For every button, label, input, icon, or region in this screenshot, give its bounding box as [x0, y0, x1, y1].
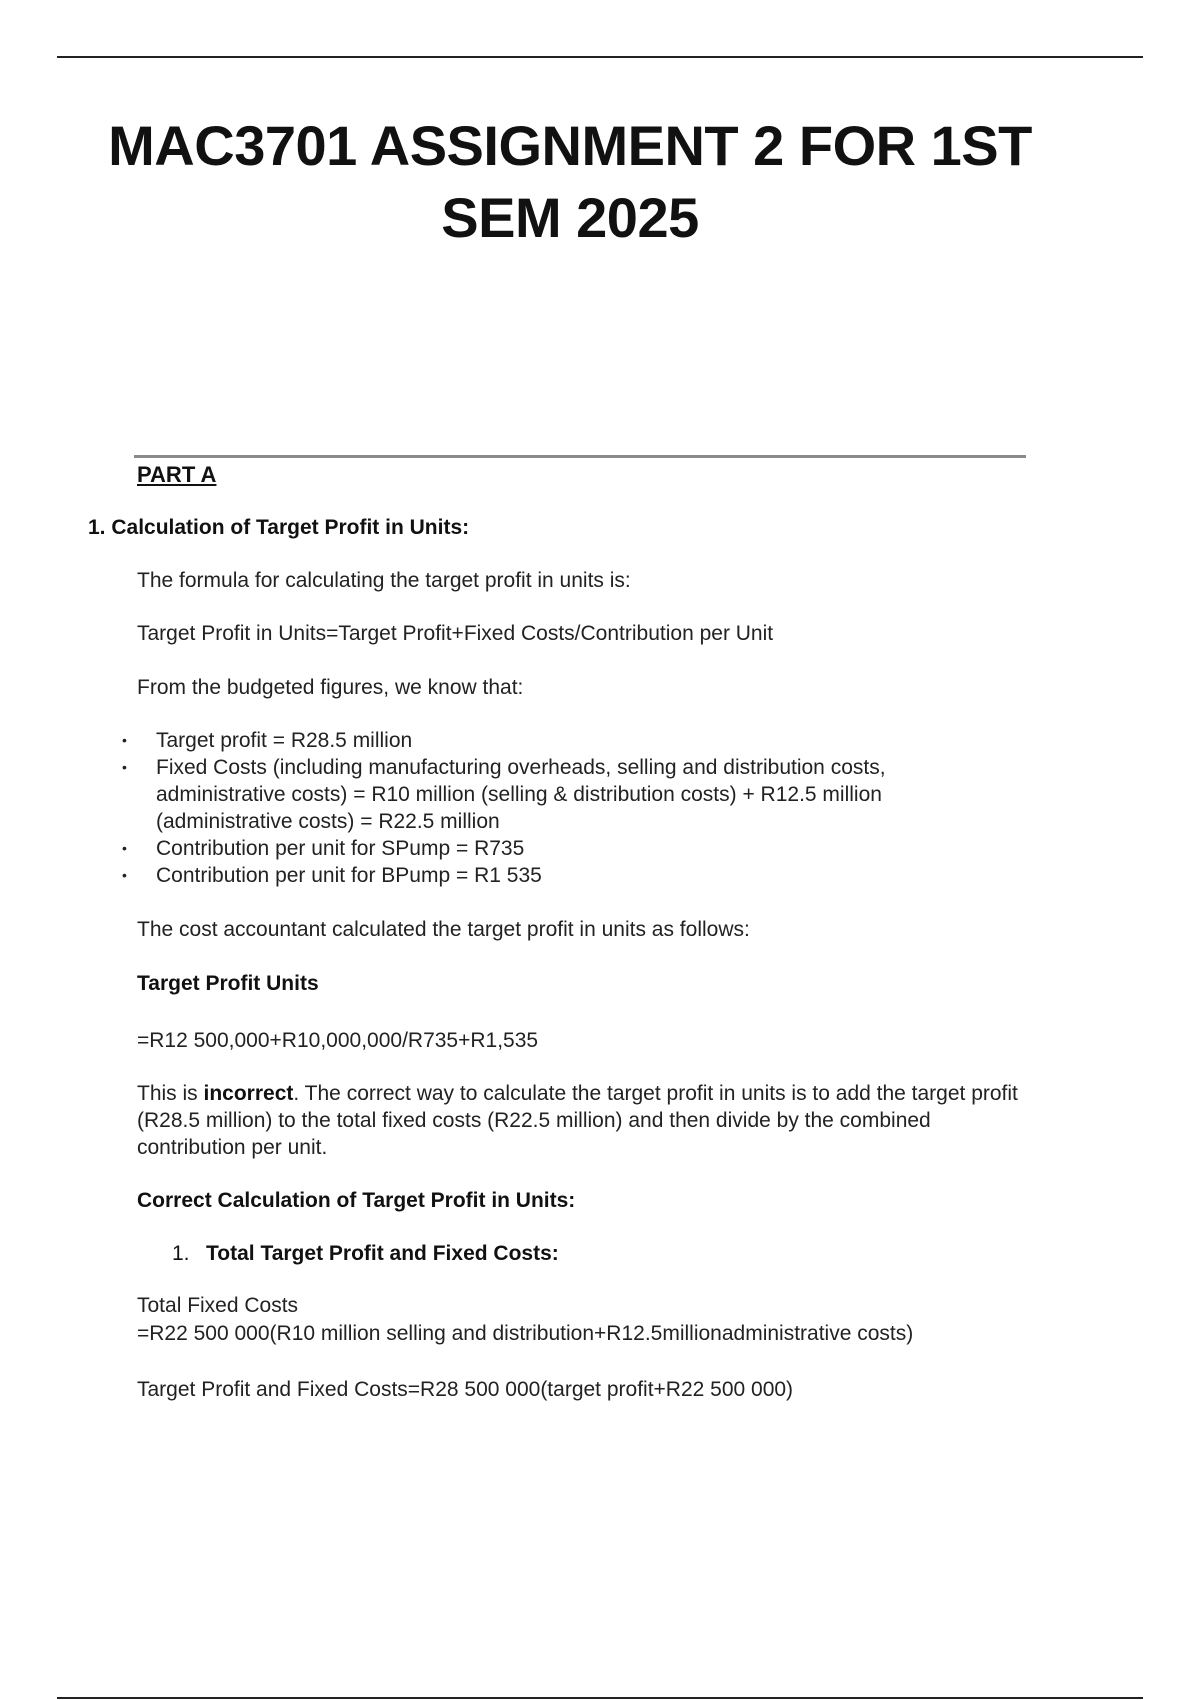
question-heading: 1. Calculation of Target Profit in Units:	[88, 516, 470, 539]
total-fixed-costs-label: Total Fixed Costs	[137, 1294, 299, 1317]
list-item	[120, 754, 980, 835]
list-item-text: Contribution per unit for BPump = R1 535	[156, 864, 542, 887]
incorrect-paragraph-lead: This is	[137, 1082, 204, 1105]
list-item-text: Target profit = R28.5 million	[156, 729, 413, 752]
incorrect-paragraph	[137, 1080, 1037, 1161]
top-divider	[57, 56, 1143, 58]
numbered-item-number: 1.	[172, 1242, 190, 1265]
bottom-divider	[57, 1697, 1143, 1699]
list-item	[120, 862, 980, 889]
formula-text: Target Profit in Units=Target Profit+Fixed Costs/Contribution per Unit	[137, 622, 774, 645]
bullet-icon: •	[122, 867, 127, 883]
incorrect-emphasis: incorrect	[203, 1082, 294, 1105]
accountant-formula: =R12 500,000+R10,000,000/R735+R1,535	[137, 1029, 539, 1052]
section-divider	[134, 455, 1026, 458]
target-profit-units-heading: Target Profit Units	[137, 972, 319, 995]
accountant-intro: The cost accountant calculated the target profit in units as follows:	[137, 918, 750, 941]
bullet-icon: •	[122, 840, 127, 856]
numbered-item	[172, 1240, 559, 1267]
total-fixed-costs-formula: =R22 500 000(R10 million selling and distribution+R12.5millionadministrative costs)	[137, 1322, 914, 1345]
incorrect-paragraph-rest: . The correct way to calculate the target profit in units is to add the target profit (R28.5 million) to the total fixed costs (R22.5 million) and then divide by the combined contribution per unit.	[137, 1082, 1018, 1159]
list-item	[120, 835, 980, 862]
budget-figures-list	[120, 727, 980, 889]
part-heading: PART A	[137, 462, 217, 487]
document-title: MAC3701 ASSIGNMENT 2 FOR 1ST SEM 2025	[108, 114, 1032, 249]
numbered-item-label: Total Target Profit and Fixed Costs:	[206, 1242, 559, 1265]
list-item-text: Fixed Costs (including manufacturing overheads, selling and distribution costs, administrative costs) = R10 million (selling & distribution costs) + R12.5 million (administrative costs) = R22.5 million	[156, 756, 886, 833]
bullet-icon: •	[122, 732, 127, 748]
bullet-icon: •	[122, 759, 127, 775]
correct-calculation-heading: Correct Calculation of Target Profit in Units:	[137, 1189, 576, 1212]
target-and-fixed-costs: Target Profit and Fixed Costs=R28 500 000(target profit+R22 500 000)	[137, 1378, 794, 1401]
list-item-text: Contribution per unit for SPump = R735	[156, 837, 525, 860]
list-item	[120, 727, 980, 754]
budget-intro: From the budgeted figures, we know that:	[137, 676, 524, 699]
formula-intro: The formula for calculating the target profit in units is:	[137, 569, 631, 592]
